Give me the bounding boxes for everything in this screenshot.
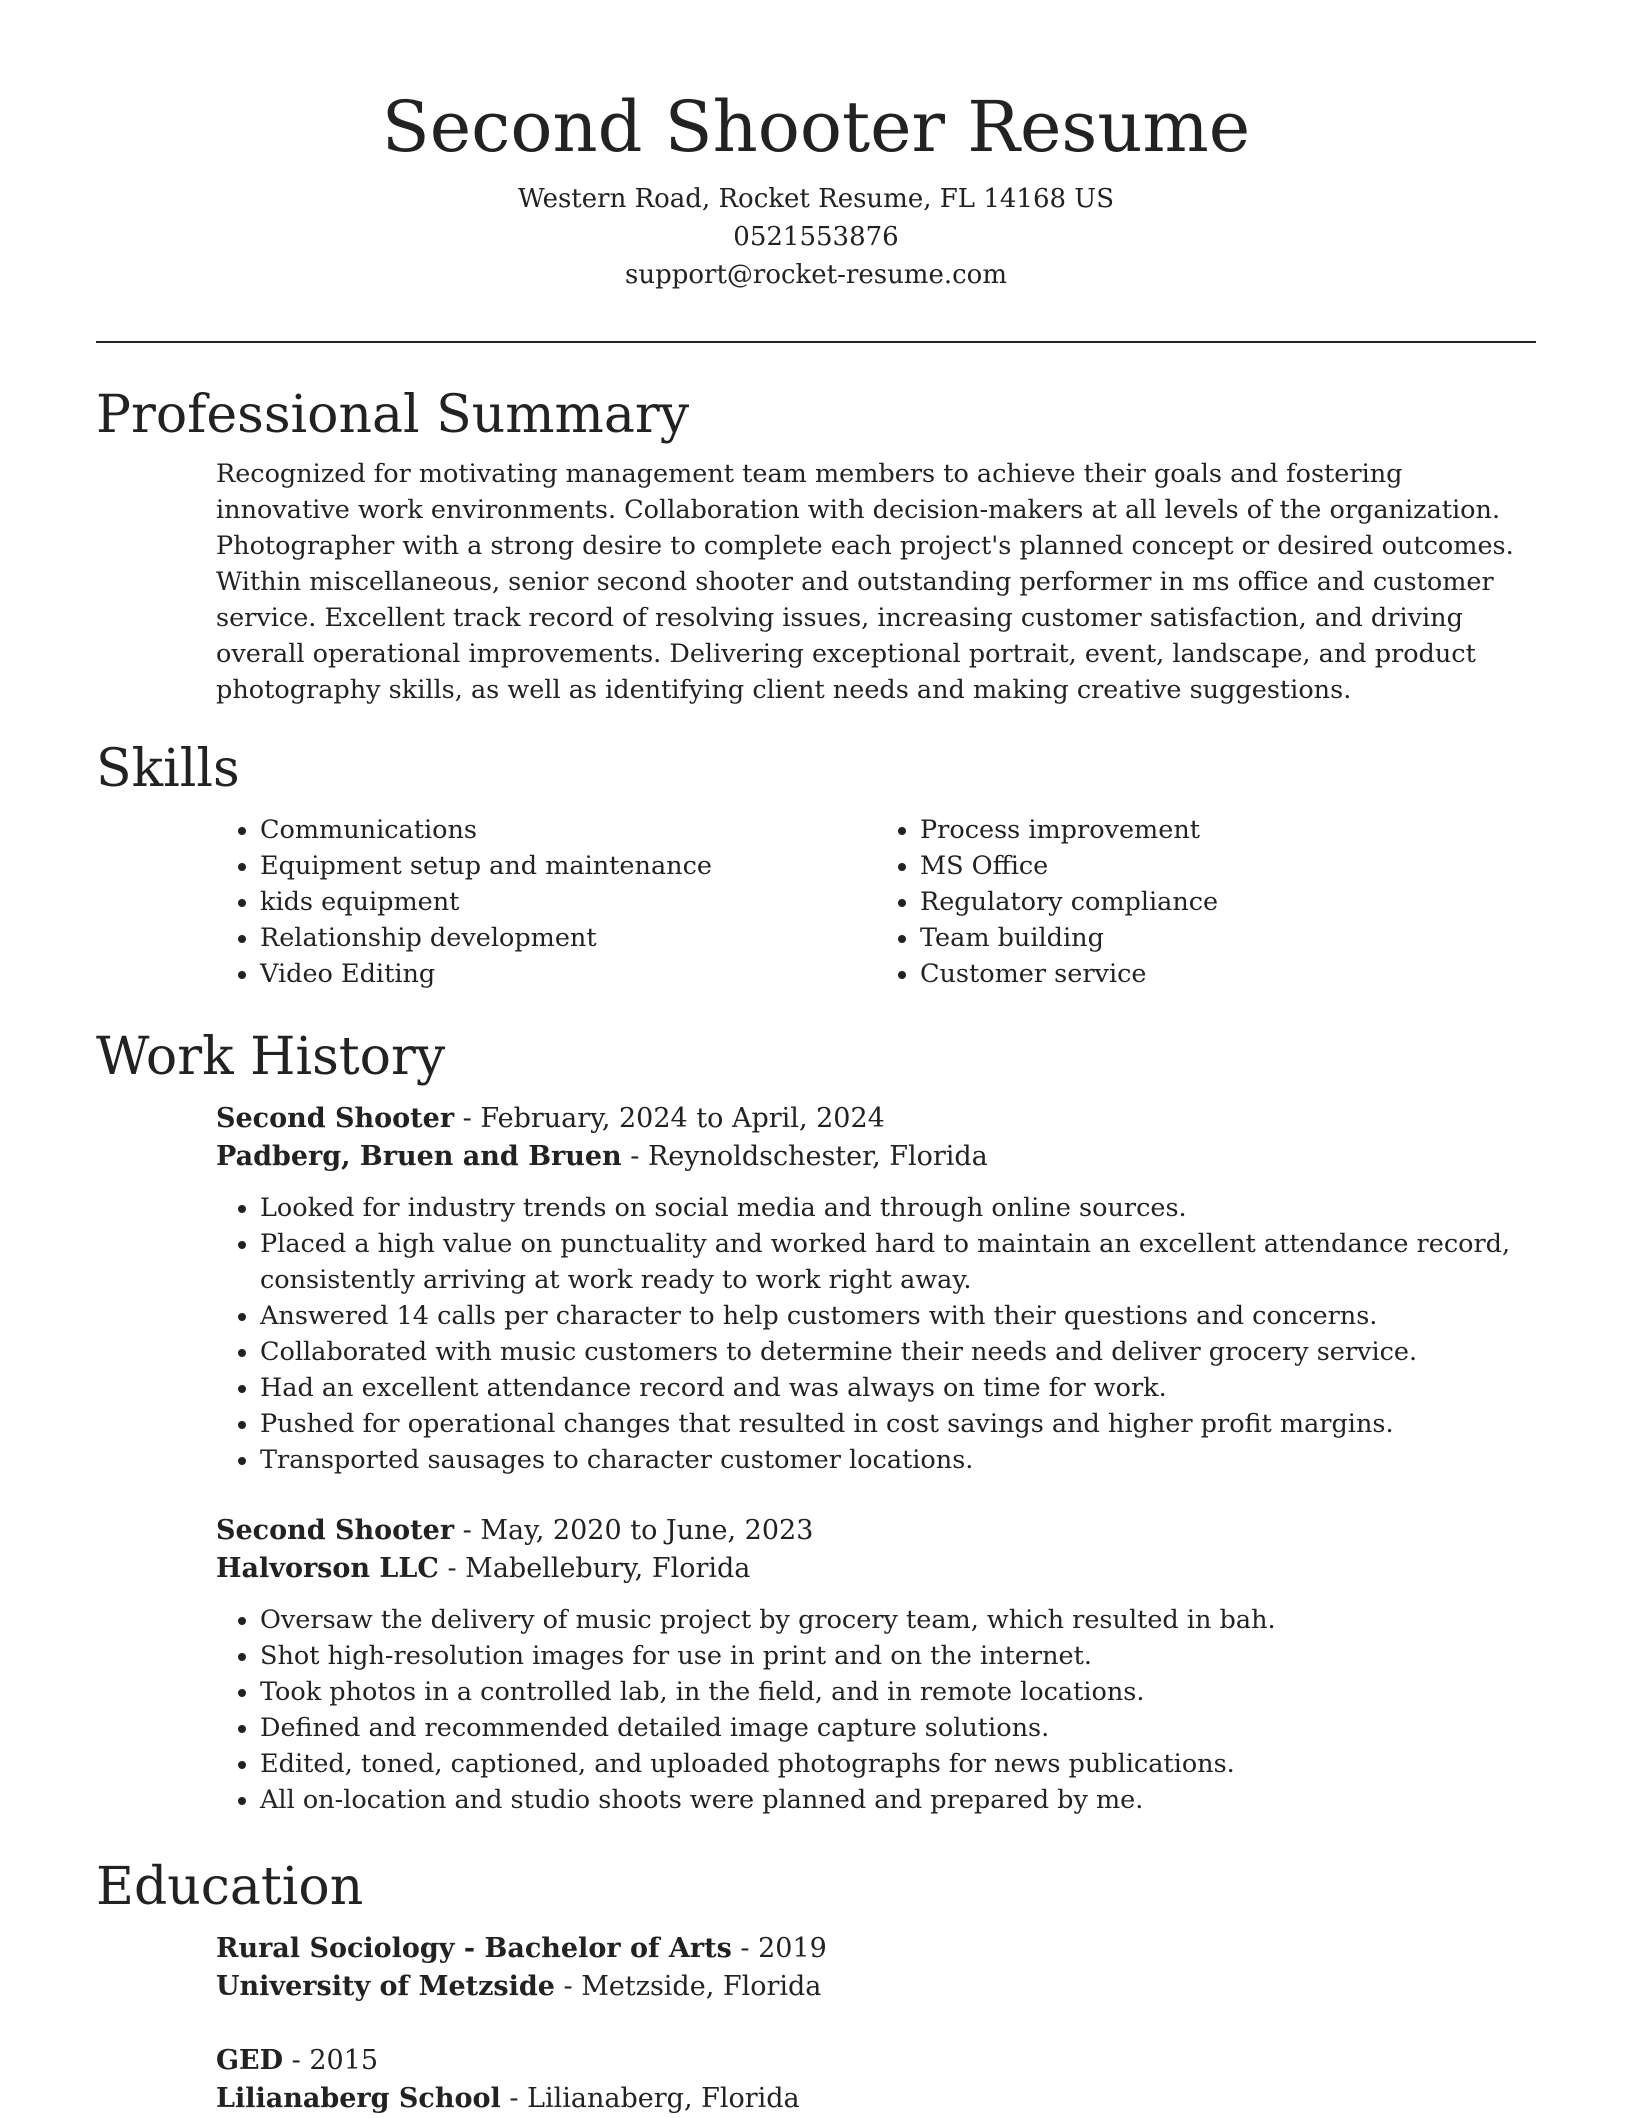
skill-item: • Customer service [920,956,1536,992]
job-entry [216,1512,1536,1818]
job-company-line [216,1138,1536,1176]
job-bullet: • Transported sausages to character customer locations. [260,1442,1536,1478]
education-year: - 2019 [731,1933,827,1964]
contact-phone: 0521553876 [733,222,899,252]
job-bullet: • Took photos in a controlled lab, in the field, and in remote locations. [260,1674,1536,1710]
job-bullet: • Placed a high value on punctuality and worked hard to maintain an excellent attendance record, consistently arriving at work ready to work right away. [260,1226,1536,1298]
job-bullets [216,1190,1536,1478]
skill-item: • MS Office [920,848,1536,884]
job-bullet: • Had an excellent attendance record and was always on time for work. [260,1370,1536,1406]
summary-text: Recognized for motivating management team members to achieve their goals and fostering innovative work environments. Collaboration with decision-makers at all levels of the organization. Photographer with a strong desire to complete each project's planned concept or desired outcomes. Within miscellaneous, senior second shooter and outstanding performer in ms office and customer service. Excellent track record of resolving issues, increasing customer satisfaction, and driving overall operational improvements. Delivering exceptional portrait, event, landscape, and product photography skills, as well as identifying client needs and making creative suggestions. [216,459,1514,705]
job-location: - Mabellebury, Florida [438,1553,751,1584]
job-company: Halvorson LLC [216,1553,439,1584]
education-degree-line [216,1930,1536,1968]
education-school: Lilianaberg School [216,2083,501,2114]
job-bullet: • Answered 14 calls per character to help customers with their questions and concerns. [260,1298,1536,1334]
skill-item: • kids equipment [260,884,876,920]
job-title: Second Shooter [216,1103,455,1134]
job-bullet: • Collaborated with music customers to determine their needs and deliver grocery service. [260,1334,1536,1370]
skill-item: • Communications [260,812,876,848]
job-title: Second Shooter [216,1515,455,1546]
education-location: - Lilianaberg, Florida [500,2083,800,2114]
header-divider [96,341,1536,343]
skills-heading: Skills [96,739,240,799]
education-heading: Education [96,1857,364,1917]
skill-item: • Relationship development [260,920,876,956]
contact-block [0,180,1632,294]
job-entry [216,1100,1536,1478]
skills-left-list [216,812,876,992]
summary-section [96,382,1536,708]
job-title-line [216,1512,1536,1550]
job-dates: - May, 2020 to June, 2023 [454,1515,814,1546]
resume-title: Second Shooter Resume [381,86,1251,168]
education-year: - 2015 [283,2045,379,2076]
job-location: - Reynoldschester, Florida [621,1141,988,1172]
contact-email: support@rocket-resume.com [624,260,1007,290]
education-degree: Rural Sociology - Bachelor of Arts [216,1933,732,1964]
education-degree: GED [216,2045,284,2076]
skill-item: • Process improvement [920,812,1536,848]
job-bullet: • Shot high-resolution images for use in print and on the internet. [260,1638,1536,1674]
education-school-line [216,1968,1536,2006]
job-bullet: • Pushed for operational changes that resulted in cost savings and higher profit margins. [260,1406,1536,1442]
education-school: University of Metzside [216,1971,555,2002]
job-bullet: • Looked for industry trends on social media and through online sources. [260,1190,1536,1226]
skill-item: • Regulatory compliance [920,884,1536,920]
education-degree-line [216,2042,1536,2080]
education-school-line [216,2080,1536,2118]
skill-item: • Video Editing [260,956,876,992]
resume-header [0,0,1632,294]
education-entry [216,2042,1536,2118]
job-bullets [216,1602,1536,1818]
work-history-heading: Work History [96,1027,446,1087]
education-entry [216,1930,1536,2006]
job-bullet: • All on-location and studio shoots were planned and prepared by me. [260,1782,1536,1818]
job-bullet: • Oversaw the delivery of music project by grocery team, which resulted in bah. [260,1602,1536,1638]
job-bullet: • Edited, toned, captioned, and uploaded photographs for news publications. [260,1746,1536,1782]
job-company: Padberg, Bruen and Bruen [216,1141,622,1172]
education-section [96,1854,1536,2118]
education-location: - Metzside, Florida [554,1971,822,2002]
skill-item: • Team building [920,920,1536,956]
skill-item: • Equipment setup and maintenance [260,848,876,884]
work-history-section [96,1024,1536,1818]
summary-heading: Professional Summary [96,385,690,445]
job-bullet: • Defined and recommended detailed image capture solutions. [260,1710,1536,1746]
skills-section [96,736,1536,992]
contact-address: Western Road, Rocket Resume, FL 14168 US [517,184,1115,214]
job-company-line [216,1550,1536,1588]
job-title-line [216,1100,1536,1138]
skills-right-list [876,812,1536,992]
job-dates: - February, 2024 to April, 2024 [454,1103,885,1134]
